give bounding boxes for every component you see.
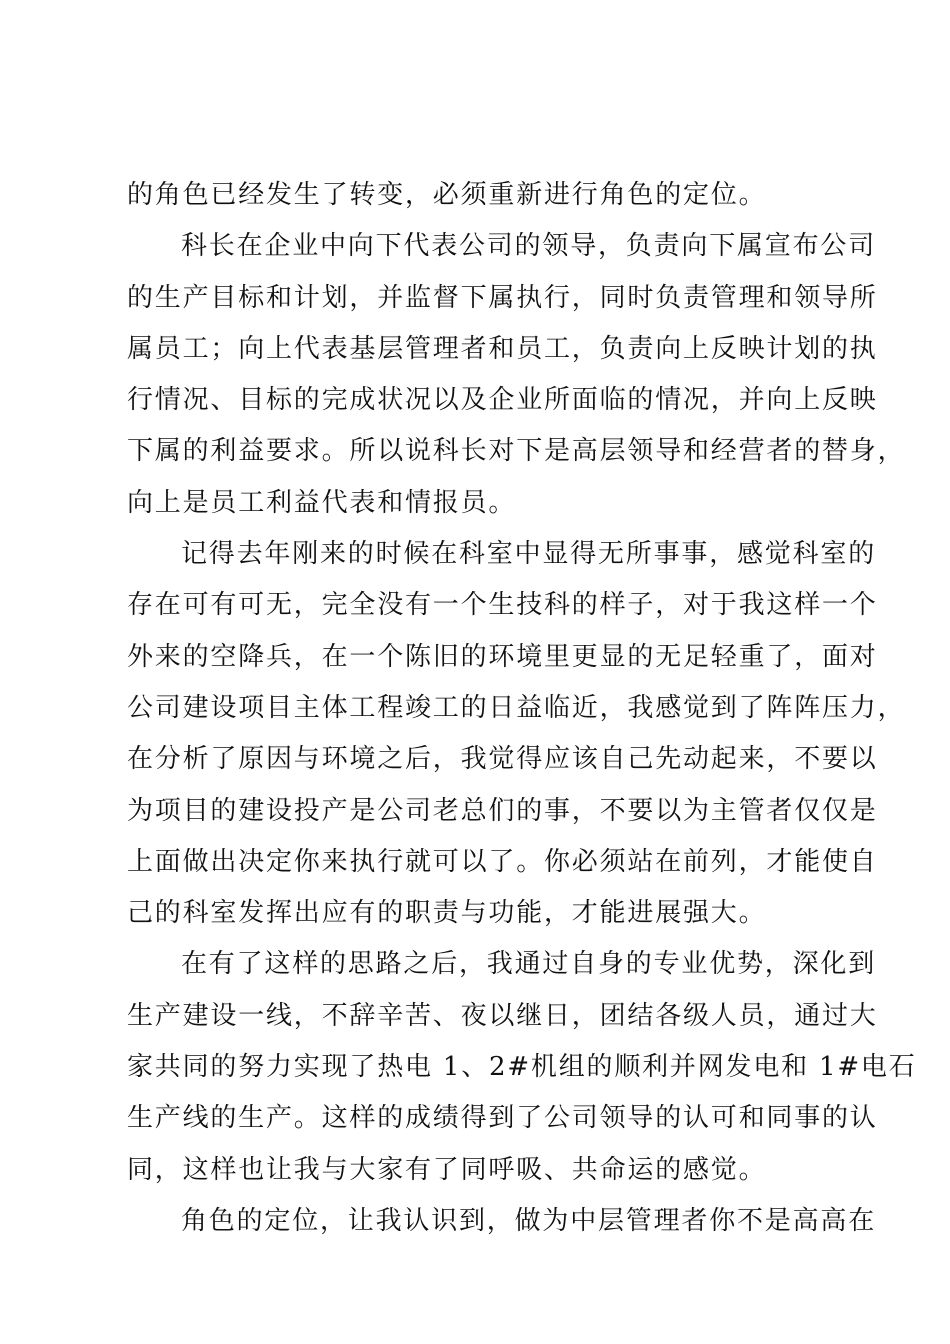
- text-line: 科长在企业中向下代表公司的领导，负责向下属宣布公司: [181, 231, 877, 262]
- text-line: 向上是员工利益代表和情报员。: [127, 487, 517, 518]
- text-line: 下属的利益要求。所以说科长对下是高层领导和经营者的替身，: [127, 436, 906, 467]
- text-line: 在有了这样的思路之后，我通过自身的专业优势，深化到: [181, 949, 877, 980]
- text-line: 己的科室发挥出应有的职责与功能，才能进展强大。: [127, 898, 767, 929]
- text-line: 记得去年刚来的时候在科室中显得无所事事，感觉科室的: [181, 539, 877, 570]
- text-line: 生产建设一线，不辞辛苦、夜以继日，团结各级人员，通过大: [127, 1000, 878, 1031]
- text-line: 同，这样也让我与大家有了同呼吸、共命运的感觉。: [127, 1154, 767, 1185]
- text-line: 为项目的建设投产是公司老总们的事，不要以为主管者仅仅是: [127, 795, 878, 826]
- text-line: 角色的定位，让我认识到，做为中层管理者你不是高高在: [181, 1205, 877, 1236]
- text-line: 行情况、目标的完成状况以及企业所面临的情况，并向上反映: [127, 385, 878, 416]
- text-line: 的角色已经发生了转变，必须重新进行角色的定位。: [127, 180, 767, 210]
- body-text: [127, 170, 917, 1247]
- text-line: 外来的空降兵，在一个陈旧的环境里更显的无足轻重了，面对: [127, 641, 878, 672]
- text-line: 家共同的努力实现了热电 1、2#机组的顺利并网发电和 1#电石: [127, 1052, 917, 1083]
- text-line: 的生产目标和计划，并监督下属执行，同时负责管理和领导所: [127, 282, 878, 313]
- text-line: 属员工；向上代表基层管理者和员工，负责向上反映计划的执: [127, 333, 878, 364]
- text-line: 生产线的生产。这样的成绩得到了公司领导的认可和同事的认: [127, 1103, 878, 1134]
- text-line: 在分析了原因与环境之后，我觉得应该自己先动起来，不要以: [127, 744, 878, 775]
- text-line: 存在可有可无，完全没有一个生技科的样子，对于我这样一个: [127, 590, 878, 621]
- text-line: 公司建设项目主体工程竣工的日益临近，我感觉到了阵阵压力，: [127, 692, 906, 723]
- text-line: 上面做出决定你来执行就可以了。你必须站在前列，才能使自: [127, 846, 878, 877]
